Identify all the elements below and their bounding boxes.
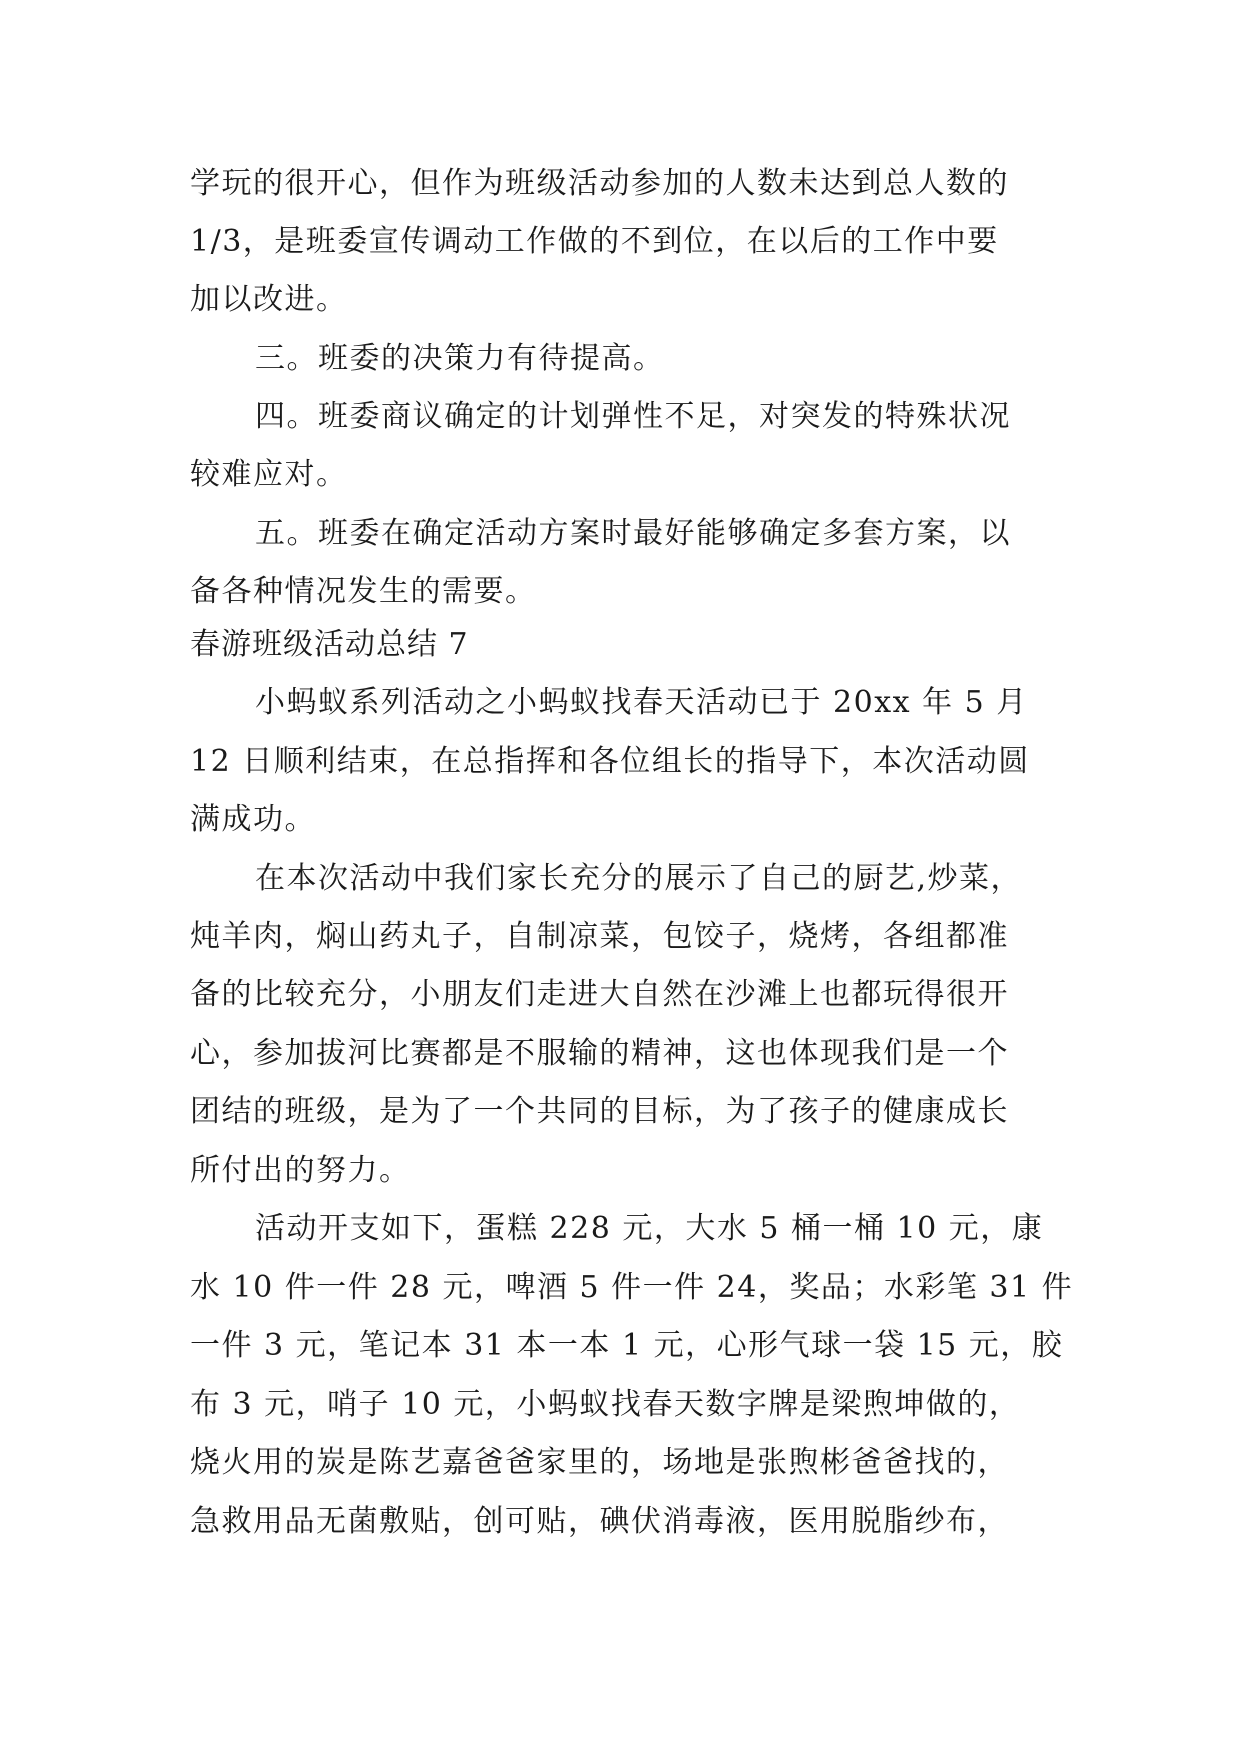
paragraph-line: 活动开支如下，蛋糕 228 元，大水 5 桶一桶 10 元，康	[255, 1211, 1044, 1246]
section-heading: 春游班级活动总结 7	[190, 627, 469, 662]
paragraph-line: 在本次活动中我们家长充分的展示了自己的厨艺,炒菜，	[255, 861, 1023, 896]
paragraph-line: 备的比较充分，小朋友们走进大自然在沙滩上也都玩得很开	[190, 977, 1009, 1012]
paragraph-line: 备各种情况发生的需要。	[190, 574, 537, 609]
paragraph-line: 水 10 件一件 28 元，啤酒 5 件一件 24，奖品；水彩笔 31 件	[190, 1270, 1074, 1305]
paragraph-line: 满成功。	[190, 802, 316, 837]
paragraph-line: 加以改进。	[190, 282, 348, 317]
paragraph-line: 学玩的很开心，但作为班级活动参加的人数未达到总人数的	[190, 166, 1009, 201]
paragraph-line: 所付出的努力。	[190, 1153, 411, 1188]
paragraph-line: 团结的班级，是为了一个共同的目标，为了孩子的健康成长	[190, 1094, 1009, 1129]
paragraph-line: 布 3 元，哨子 10 元，小蚂蚁找春天数字牌是梁煦坤做的，	[190, 1387, 1021, 1422]
paragraph-line: 五。班委在确定活动方案时最好能够确定多套方案，以	[255, 516, 1011, 551]
paragraph-line: 较难应对。	[190, 457, 348, 492]
paragraph-line: 心，参加拔河比赛都是不服输的精神，这也体现我们是一个	[190, 1036, 1009, 1071]
paragraph-line: 炖羊肉，焖山药丸子，自制凉菜，包饺子，烧烤，各组都准	[190, 919, 1009, 954]
paragraph-line: 12 日顺利结束，在总指挥和各位组长的指导下，本次活动圆	[190, 744, 1030, 779]
paragraph-line: 烧火用的炭是陈艺嘉爸爸家里的，场地是张煦彬爸爸找的，	[190, 1445, 1009, 1480]
paragraph-line: 1/3，是班委宣传调动工作做的不到位，在以后的工作中要	[190, 224, 999, 259]
paragraph-line: 小蚂蚁系列活动之小蚂蚁找春天活动已于 20xx 年 5 月	[255, 685, 1028, 720]
paragraph-line: 四。班委商议确定的计划弹性不足，对突发的特殊状况	[255, 399, 1011, 434]
paragraph-line: 三。班委的决策力有待提高。	[255, 341, 665, 376]
paragraph-line: 急救用品无菌敷贴，创可贴，碘伏消毒液，医用脱脂纱布，	[190, 1504, 1009, 1539]
paragraph-line: 一件 3 元，笔记本 31 本一本 1 元，心形气球一袋 15 元，胶	[190, 1328, 1064, 1363]
